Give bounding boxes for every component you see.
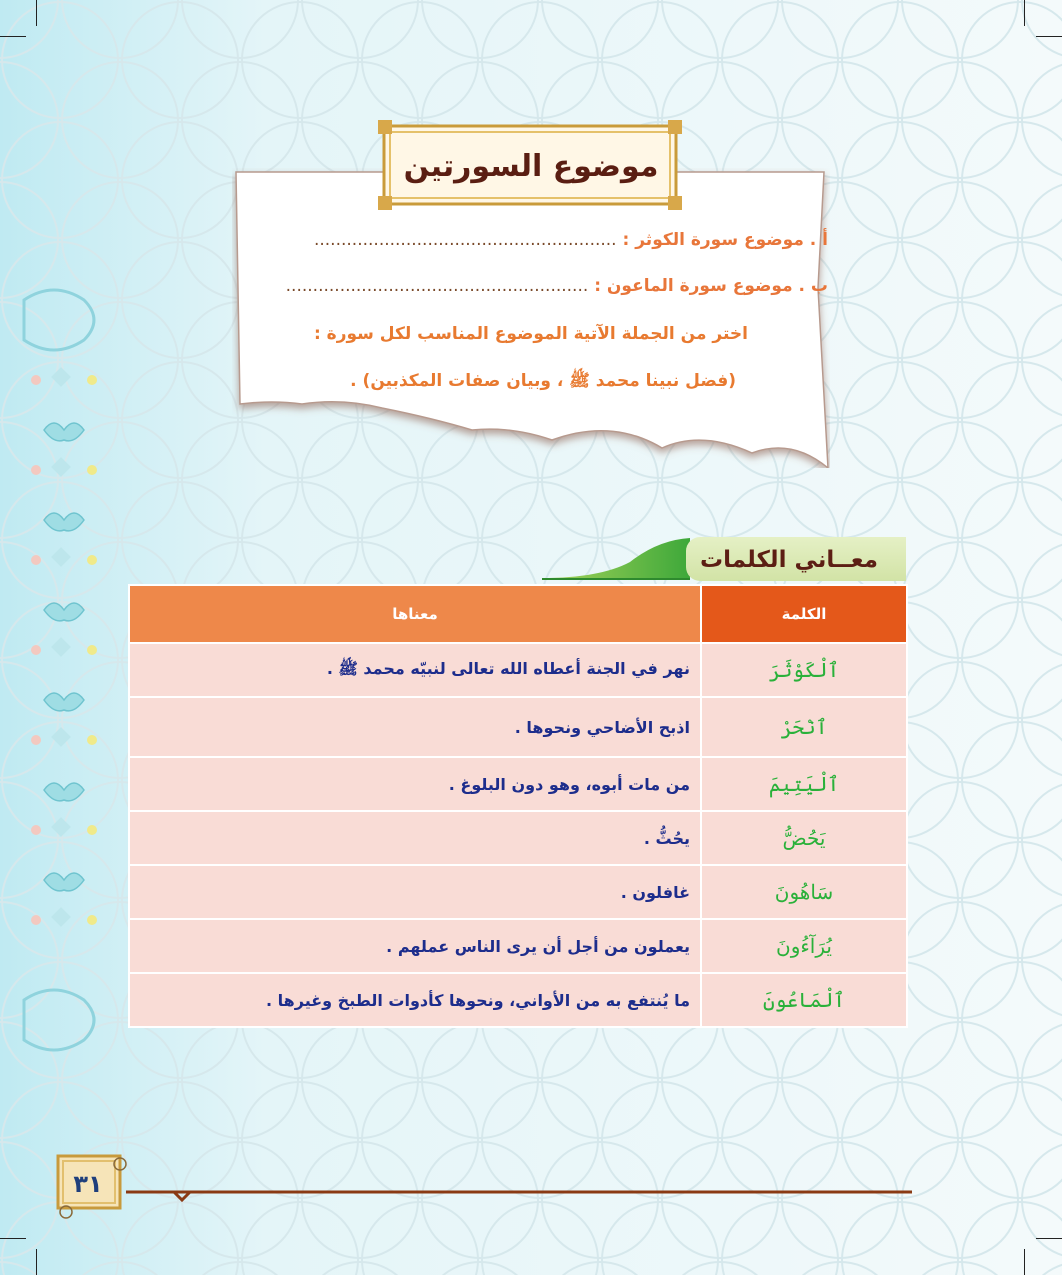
options-text: (فضل نبينا محمد ﷺ ، وبيان صفات المكذبين) . (350, 371, 736, 391)
table-row (129, 811, 907, 865)
footer-divider (126, 1184, 912, 1204)
word-cell: ٱنْحَرْ (701, 697, 907, 757)
crop-mark (36, 0, 37, 26)
table-row (129, 757, 907, 811)
question-b-label: ب . موضوع سورة الماعون : (594, 276, 828, 296)
question-b (258, 276, 828, 296)
header-word: الكلمة (701, 585, 907, 643)
crop-mark (1036, 1238, 1062, 1239)
meaning-cell: غافلون . (129, 865, 701, 919)
table-header-row (129, 585, 907, 643)
meaning-cell: ما يُنتفع به من الأواني، ونحوها كأدوات الطبخ وغيرها . (129, 973, 701, 1027)
answer-blank-b[interactable]: ........................................................ (285, 276, 589, 296)
crop-mark (1024, 1249, 1025, 1275)
word-cell: ٱلْيَتِيمَ (701, 757, 907, 811)
word-cell: يُرَآءُونَ (701, 919, 907, 973)
crop-mark (1036, 36, 1062, 37)
topic-title: موضوع السورتين (403, 148, 659, 184)
table-row (129, 973, 907, 1027)
leaf-ornament (540, 534, 690, 584)
meaning-cell: من مات أبوه، وهو دون البلوغ . (129, 757, 701, 811)
crop-mark (0, 1238, 26, 1239)
table-row (129, 919, 907, 973)
crop-mark (0, 36, 26, 37)
topic-card (232, 168, 830, 468)
question-a-label: أ . موضوع سورة الكوثر : (622, 230, 828, 250)
word-cell: يَحُضُّ (701, 811, 907, 865)
question-a (258, 230, 828, 250)
answer-blank-a[interactable]: ........................................................ (313, 230, 617, 250)
table-row (129, 643, 907, 697)
meaning-cell: يحُثُّ . (129, 811, 701, 865)
crop-mark (1024, 0, 1025, 26)
page-number: ٣١ (73, 1170, 103, 1198)
table-row (129, 697, 907, 757)
instruction-text: اختر من الجملة الآتية الموضوع المناسب لكل سورة : (313, 324, 748, 344)
meaning-cell: نهر في الجنة أعطاه الله تعالى لنبيّه محمد ﷺ . (129, 643, 701, 697)
word-cell: ٱلْكَوْثَرَ (701, 643, 907, 697)
word-meanings-table (128, 584, 908, 1028)
meaning-cell: يعملون من أجل أن يرى الناس عملهم . (129, 919, 701, 973)
word-cell: سَاهُونَ (701, 865, 907, 919)
word-cell: ٱلْمَاعُونَ (701, 973, 907, 1027)
table-row (129, 865, 907, 919)
meaning-cell: اذبح الأضاحي ونحوها . (129, 697, 701, 757)
section-title: معــاني الكلمات (700, 547, 878, 573)
ornamental-border (14, 280, 114, 1070)
crop-mark (36, 1249, 37, 1275)
header-meaning: معناها (129, 585, 701, 643)
